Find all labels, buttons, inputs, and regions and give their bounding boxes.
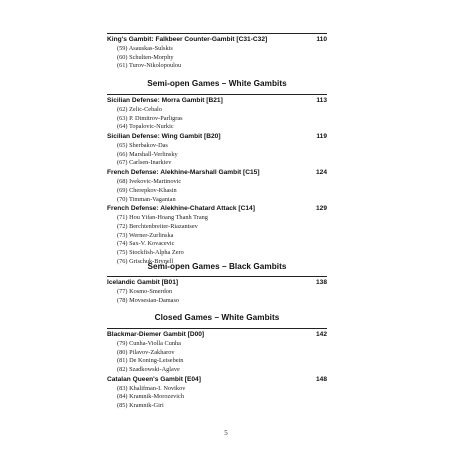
game-line: (80) Pilavov-Zakharov [117, 348, 175, 356]
entry-title[interactable]: Blackmar-Diemer Gambit [D00] [107, 331, 205, 338]
toc-section [107, 96, 327, 266]
toc-entry[interactable] [107, 375, 327, 411]
game-line: (59) Asauskas-Sulskis [117, 45, 173, 52]
game-line: (78) Movsesian-Damaso [117, 296, 180, 304]
entry-page-number[interactable]: 142 [315, 331, 327, 338]
toc-entry[interactable] [107, 330, 327, 375]
entry-page-number[interactable]: 148 [315, 375, 327, 383]
game-line: (61) Turov-Nikolopoulou [117, 62, 182, 70]
game-line: (84) Kramnik-Morozevich [117, 393, 184, 401]
entry-title[interactable]: Sicilian Defense: Morra Gambit [B21] [107, 97, 223, 104]
game-line: (83) Khalifman-I. Novikov [117, 384, 186, 392]
game-line: (65) Sherbakov-Das [117, 142, 168, 150]
entry-title[interactable]: Catalan Queen's Gambit [E04] [107, 375, 201, 383]
toc-section [107, 330, 327, 411]
entry-title[interactable]: French Defense: Alekhine-Chatard Attack [C14] [107, 205, 255, 213]
game-line: (75) Stockfish-Alpha Zero [117, 248, 184, 256]
game-line: (70) Timman-Vaganian [117, 195, 176, 203]
game-line: (81) De Koning-Leisebein [117, 357, 184, 365]
toc-entry[interactable] [107, 204, 327, 266]
entry-page-number[interactable]: 113 [316, 97, 327, 104]
entry-page-number[interactable]: 129 [315, 205, 327, 213]
section-rule [107, 33, 327, 34]
entry-title[interactable]: King's Gambit: Falkbeer Counter-Gambit [C31-C32] [107, 36, 268, 43]
game-line: (85) Kramnik-Giri [117, 402, 164, 410]
page-number: 5 [224, 429, 228, 437]
section-heading: Closed Games – White Gambits [154, 313, 280, 322]
game-line: (73) Werner-Zurlinska [117, 231, 174, 239]
section-rule [107, 276, 327, 277]
entry-page-number[interactable]: 124 [315, 169, 327, 177]
game-line: (72) Berchtenbreiter-Riazantsev [117, 222, 198, 230]
section-heading: Semi-open Games – White Gambits [147, 79, 287, 88]
entry-page-number[interactable]: 119 [316, 133, 327, 141]
game-line: (76) Grischuk-Brynell [117, 257, 174, 265]
entry-page-number[interactable]: 138 [315, 279, 327, 286]
game-line: (64) Topalovic-Nurkic [117, 123, 174, 131]
game-line: (77) Kosmo-Smerdon [117, 288, 173, 295]
toc-section [107, 278, 327, 305]
game-line: (71) Hou Yifan-Hoang Thanh Trang [117, 214, 208, 222]
entry-page-number[interactable]: 110 [316, 36, 327, 43]
game-line: (69) Cherepkov-Khasin [117, 186, 177, 194]
toc-entry[interactable] [107, 278, 327, 305]
game-line: (79) Cunha-Violla Cunha [117, 340, 181, 347]
section-heading: Semi-open Games – Black Gambits [147, 262, 287, 271]
toc-entry[interactable] [107, 132, 327, 168]
game-line: (74) Sax-V. Kovacevic [117, 240, 175, 248]
game-line: (66) Marshall-Verlinsky [117, 150, 178, 158]
game-line: (68) Ivekovic-Martinovic [117, 178, 182, 186]
entry-title[interactable]: Icelandic Gambit [B01] [107, 279, 179, 286]
section-rule [107, 94, 327, 95]
toc-section [107, 35, 327, 71]
entry-title[interactable]: Sicilian Defense: Wing Gambit [B20] [107, 133, 221, 141]
game-line: (67) Carlsen-Inarkiev [117, 159, 172, 167]
game-line: (63) P. Dimitrov-Parligras [117, 114, 183, 122]
game-line: (62) Zelic-Cebalo [117, 106, 162, 113]
toc-entry[interactable] [107, 168, 327, 204]
entry-title[interactable]: French Defense: Alekhine-Marshall Gambit [C15] [107, 169, 260, 177]
game-line: (60) Schulten-Morphy [117, 53, 174, 61]
game-line: (82) Szadkowski-Aglave [117, 366, 180, 374]
toc-entry[interactable] [107, 35, 327, 71]
section-rule [107, 328, 327, 329]
toc-entry[interactable] [107, 96, 327, 132]
